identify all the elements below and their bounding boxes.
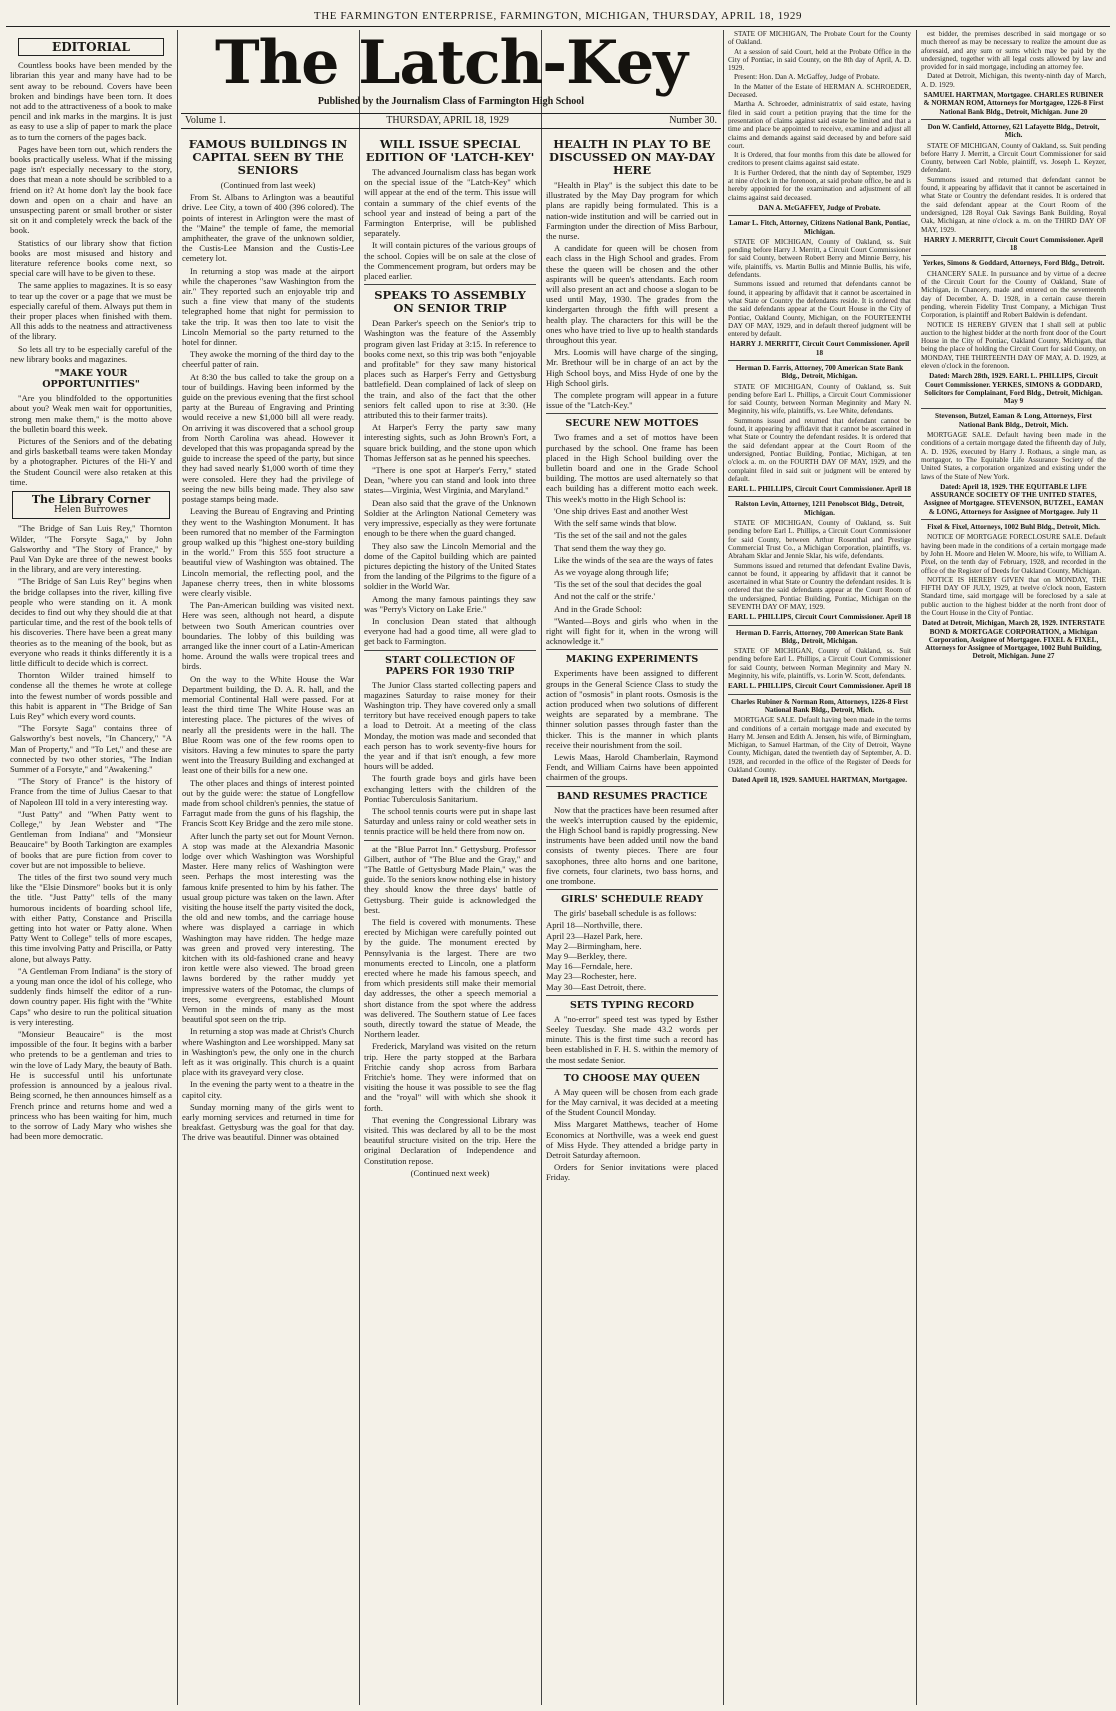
legal-paragraph: Present: Hon. Dan A. McGaffey, Judge of Probate.: [734, 73, 880, 82]
library-paragraph: "The Bridge of San Luis Rey" begins when the bridge collapses into the river, killing five people who were standing on it. A monk decides to find out why they should die at that particular time, and the rest of the book tells of his discoveries. There have been a great many theories as to the meaning of the book, but as everyone who reads it thinks differently it is a little difficult to decide which is correct.: [10, 576, 172, 668]
legal-paragraph: NOTICE IS HEREBY GIVEN that on MONDAY, THE FIFTH DAY OF JULY, 1929, at twelve o'clock noon, Eastern Standard time, said mortgage will be foreclosed by a sale at public auction to the highest bidder at the north front door of the Court House in the City of Pontiac.: [921, 575, 1106, 617]
typing-record-headline: SETS TYPING RECORD: [570, 999, 694, 1011]
famous-buildings-headline: FAMOUS BUILDINGS IN CAPITAL SEEN BY THE SENIORS: [188, 137, 348, 177]
legal-signature: Dated: April 18, 1929. THE EQUITABLE LIFE ASSURANCE SOCIETY OF THE UNITED STATES, Assignee of Mortgagee. STEVENSON, BUTZEL, EAMAN & LONG, Attorneys for Assignee of Mortgagee. July 11: [923, 482, 1104, 516]
article-paragraph: Dean also said that the grave of the Unknown Soldier at the Arlington National Cemetery was very impressive, especially as they were fortunate enough to be there when the guard changed.: [364, 497, 536, 539]
divider: [364, 650, 536, 651]
legal-paragraph: Dated at Detroit, Michigan, this twenty-ninth day of March, A. D. 1929.: [921, 72, 1106, 89]
legal-signature: Dated: March 28th, 1929. EARL L. PHILLIPS, Circuit Court Commissioner. YERKES, SIMONS & GODDARD, Solicitors for Complainant, Ford Bldg., Detroit, Michigan. May 9: [924, 372, 1103, 406]
masthead-publisher: Published by the Journalism Class of Farmington High School: [317, 96, 585, 107]
legal-paragraph: Martha A. Schroeder, administratrix of said estate, having filed in said court a petition praying that the time for the presentation of claims against said estate be limited and that a time and place be appointed to receive, examine and adjust all claims and demands against said deceased by and before said court.: [728, 100, 911, 150]
legal-attorney: Don W. Canfield, Attorney, 621 Lafayette Bldg., Detroit, Mich.: [927, 122, 1100, 140]
article-paragraph: A May queen will be chosen from each grade for the May carnival, it was decided at a meeting of the Student Council Monday.: [546, 1086, 718, 1118]
legal-attorney: Herman D. Farris, Attorney, 700 American State Bank Bldg., Detroit, Michigan.: [735, 363, 904, 381]
legal-signature: SAMUEL HARTMAN, Mortgagee. CHARLES RUBINER & NORMAN ROM, Attorneys for Mortgagee, 1226-8 First National Bank Bldg., Detroit, Michigan. June 20: [923, 91, 1104, 116]
motto-line: 'Tis the set of the soul that decides the goal: [554, 579, 702, 590]
article-paragraph: The advanced Journalism class has began work on the special issue of the "Latch-Key" which will appear at the end of the term. This issue will contain a summary of the chief events of the school year and instead of being a part of the Farmington Enterprise, will be published separately.: [364, 167, 536, 239]
legal-attorney: Herman D. Farris, Attorney, 700 American State Bank Bldg., Detroit, Michigan.: [735, 628, 904, 645]
legal-paragraph: STATE OF MICHIGAN, County of Oakland, ss. Suit pending before Earl L. Phillips, a Circuit Court Commissioner for said County, between Norman Meginnity and Mary N. Meginnity, his wife, plaintiffs, vs. Lorin W. Scott, defendants.: [728, 647, 911, 681]
library-paragraph: "The Forsyte Saga" contains three of Galsworthy's best novels, "In Chancery," "A Man of Property," and "To Let," and these are connected by two other stories, "The Indian Summer of a Forsyte," and "Awakening.": [10, 723, 172, 774]
divider: [921, 255, 1106, 256]
legal-paragraph: STATE OF MICHIGAN, County of Oakland, ss. Suit pending before Harry J. Merritt, a Circuit Court Commissioner for said County, between Carl Noble, plaintiff, vs. Joseph L. Keyzer, defendant.: [921, 141, 1106, 175]
legal-signature: EARL L. PHILLIPS, Circuit Court Commissioner. April 18: [728, 613, 911, 622]
schedule-item: May 9—Berkley, there.: [546, 951, 628, 961]
column-legal-notices-2: [921, 30, 1106, 1705]
library-corner-header: [12, 491, 170, 519]
schedule-item: April 18—Northville, there.: [546, 920, 643, 931]
article-paragraph: The fourth grade boys and girls have been exchanging letters with the children of the Pontiac Tuberculosis Sanitarium.: [364, 773, 536, 804]
library-paragraph: "The Story of France" is the history of France from the time of Julius Caesar to that of Napoleon III told in a very interesting way.: [10, 776, 172, 807]
article-paragraph: Experiments have been assigned to different groups in the General Science Class to study the action of "osmosis" in plant roots. Osmosis is the action produced when two solutions of different weights are separated by a membrane. The thinner solution passes through faster than the thicker. This is the manner in which plants receive their nourishment from the soil.: [546, 668, 718, 750]
article-paragraph: The Pan-American building was visited next. Here was seen, although not heard, a dispute between two South American countries over boundaries. The lobby of this building was arranged like the inner court of a Latin-American home. Around the walls were tropical trees and birds.: [182, 600, 354, 672]
article-paragraph: A candidate for queen will be chosen from each class in the High School and grades. From these the queen will be chosen and the other aspirants will be queen's attendants. Each room will also present an act and choose a slogan to be used until May, 1930. The grades from the kindergarten through the fifth will present a health play. The characters for this will be the ones who have tried to live up to health standards throughout this year.: [546, 243, 718, 346]
article-paragraph: Dean Parker's speech on the Senior's trip to Washington was the feature of the Assembly program given last Friday at 3:15. In reference to books come next, so this trip was both "enjoyable and profitable" for they saw many historical places such as Harper's Ferry and Gettysburg battlefield. Dean complained of lack of sleep on the train, and also of the fact that the other seniors felt called upon to rise at 3:30. (He attributed this to their farmer traits).: [364, 318, 536, 421]
library-paragraph: "Just Patty" and "When Patty went to College," by Jean Webster and "The Gentleman from Indiana" and "Monsieur Beaucaire" by Booth Tarkington are examples of books that are pure fiction from cover to cover but are not impossible to believe.: [10, 808, 172, 870]
divider: [546, 413, 718, 414]
legal-attorney: Charles Rubiner & Norman Rom, Attorneys, 1226-8 First National Bank Bldg., Detroit, Mich.: [731, 697, 908, 714]
schedule-item: May 23—Rochester, here.: [546, 971, 637, 982]
article-paragraph: Two frames and a set of mottos have been purchased by the school. One frame has been placed in the High School building over the bulletin board and one in the Grade School building. The mottos are used alternately so that each building has a different motto each week. This week's motto in the High School is:: [546, 432, 718, 504]
legal-paragraph: CHANCERY SALE. In pursuance and by virtue of a decree of the Circuit Court for the County of Oakland, State of Michigan, in Chancery, made and entered on the seventeenth day of December, A. D. 1928, in a certain cause therein pending, wherein Fidelity Trust Company, a Michigan Trust Corporation, is plaintiff and Robert Baldwin is defendant.: [921, 269, 1106, 320]
divider: [364, 284, 536, 285]
columns: [6, 30, 1110, 1705]
motto-line: With the self same winds that blow.: [554, 518, 677, 529]
schedule-item: May 2—Birmingham, here.: [546, 940, 642, 951]
divider: [728, 496, 911, 497]
legal-paragraph: It is Ordered, that four months from this date be allowed for creditors to present claims against said estate.: [728, 151, 911, 168]
legal-signature: DAN A. McGAFFEY, Judge of Probate.: [758, 203, 881, 212]
article-paragraph: Mrs. Loomis will have charge of the singing, Mr. Brethour will be in charge of an act by the High School boys, and Miss Hyde of one by the High School girls.: [546, 347, 718, 388]
motto-line: As we voyage along through life;: [554, 566, 669, 577]
column-rule: [359, 30, 360, 1705]
legal-paragraph: MORTGAGE SALE. Default having been made in the conditions of a certain mortgage dated the fifteenth day of July, A. D. 1926, executed by Harry J. Rothaus, a single man, as mortgagor, to The Equitable Life Assurance Society of the United States, a corporation organized and existing under the laws of the State of New York.: [921, 431, 1106, 481]
choose-queen-headline: TO CHOOSE MAY QUEEN: [563, 1072, 701, 1084]
legal-paragraph: est bidder, the premises described in said mortgage or so much thereof as may be necessary to realize the amount due as aforesaid, and any sum or sums which may be paid by the undersigned, together with all legal costs allowed by law and provided for in said mortgage, including an attorney fee.: [921, 30, 1106, 72]
divider: [546, 649, 718, 650]
editorial-paragraph: Pages have been torn out, which renders the books practically useless. What if the missing page isn't especially necessary to the story, does that mean a note should be scribbled to a friend on it? At home don't lay the book face down and open on a chair and have an unsuspecting parent or small brother or sister sit on it and completely wreck the back of the book.: [10, 143, 172, 236]
legal-paragraph: NOTICE OF MORTGAGE FORECLOSURE SALE. Default having been made in the conditions of a certain mortgage made by John H. Moore and Helen W. Moore, his wife, to William A. Pixel, on the tenth day of February, 1928, and recorded in the office of the Register of Deeds for Oakland County, Michigan.: [921, 533, 1106, 575]
article-paragraph: On the way to the White House the War Department building, the D. A. R. hall, and the memorial Continental Hall were passed. For at least the third time The White House was an interesting place. The pictures of the wives of nearly all the presidents were in the hall. The Blue Room was one of the few rooms open to visitors. Having a few minutes to spare the party went into the Treasury Building and exchanged at least one of their bills for a new one.: [182, 673, 354, 776]
legal-attorney: Ralston Levin, Attorney, 1211 Penobscot Bldg., Detroit, Michigan.: [735, 500, 904, 517]
editorial-paragraph: Countless books have been mended by the librarian this year and many have had to be sent away to be rebound. Covers have been broken and bindings have been torn. It does not add to the attractiveness of a book to make pencil and ink marks in the margins. It is just as easy to use a slip of paper to mark the place as to turn the corners of the pages back.: [10, 60, 172, 142]
editorial-paragraph: So lets all try to be especially careful of the new library books and magazines.: [10, 343, 172, 364]
issue-date: THURSDAY, APRIL 18, 1929: [386, 115, 509, 126]
article-paragraph: In conclusion Dean stated that although everyone had had a good time, all were glad to get back to Farmington.: [364, 615, 536, 647]
divider: [921, 408, 1106, 409]
article-paragraph: The Junior Class started collecting papers and magazines Saturday to raise money for their Washington trip. They have covered only a small territory but have received enough papers to take a load to Detroit. At a meeting of the class Monday, the motion was made and seconded that each person has to work seventy-five hours for the year and if that isn't enough, a few more hours will be added.: [364, 679, 536, 772]
divider: [728, 625, 911, 626]
running-head: THE FARMINGTON ENTERPRISE, FARMINGTON, MICHIGAN, THURSDAY, APRIL 18, 1929: [6, 6, 1110, 27]
legal-attorney: Fixel & Fixel, Attorneys, 1002 Buhl Bldg., Detroit, Mich.: [927, 523, 1100, 532]
divider: [546, 889, 718, 890]
article-paragraph: A "no-error" speed test was typed by Esther Seeley Tuesday. She made 43.2 words per minute. This is the first time such a record has been established in F. H. S. within the memory of the most sedate Senior.: [546, 1013, 718, 1065]
column-rule: [541, 30, 542, 1705]
column-rule: [916, 30, 917, 1705]
legal-paragraph: STATE OF MICHIGAN, County of Oakland, ss. Suit pending before Earl L. Phillips, a Circuit Court Commissioner for said County, between Arthur Rosenthal and Prestige Commercial Trust Co., a Michigan Corporation, plaintiffs, vs. Abraham Sklar and Jennie Sklar, his wife, defendants.: [728, 519, 911, 561]
legal-paragraph: In the Matter of the Estate of HERMAN A. SCHROEDER, Deceased.: [728, 82, 911, 100]
legal-signature: Dated April 18, 1929. SAMUEL HARTMAN, Mortgagee.: [731, 776, 908, 785]
legal-paragraph: Summons issued and returned that defendant cannot be found, it appearing by affidavit that it cannot be ascertained in what State or Country the defendant resides. It is ordered that the said defendant appear at the Court Room of the undersigned, 128 Royal Oak Savings Bank Building, Royal Oak, Michigan, at nine o'clock a. m. on the THIRD DAY OF MAY, 1929.: [921, 175, 1106, 234]
library-paragraph: "Monsieur Beaucaire" is the most impossible of the four. It begins with a barber who pretends to be a gentleman and tries to win the love of Lady Mary, the beauty of Bath. He is successful until his unfortunate profession is announced by a jealous rival. Being scorned, he then announces himself as a French prince and returns home and wed a princess who has been waiting for him, much to the sorrow of Lady Mary who wishes she had been more democratic.: [10, 1029, 172, 1142]
article-paragraph: Leaving the Bureau of Engraving and Printing they went to the Washington Monument. It has been rumored that no member of the Farmington group walked up this "highest one-story building in the world." From this 555 foot structure a beautiful view of Washington was obtained. The Lincoln memorial, the reflecting pool, and the Japanese cherry trees, then in white blossoms were clearly visible.: [182, 506, 354, 598]
opportunities-headline: "MAKE YOUR OPPORTUNITIES": [42, 368, 140, 391]
article-paragraph: Sunday morning many of the girls went to early morning services and returned in time for breakfast. Gettysburg was the goal for that day. The drive was beautiful. Dinner was obtained: [182, 1101, 354, 1143]
article-paragraph: They awoke the morning of the third day to the cheerful patter of rain.: [182, 349, 354, 370]
library-corner-byline: Helen Burrowes: [53, 505, 129, 516]
column-rule: [177, 30, 178, 1705]
article-paragraph: The complete program will appear in a future issue of the "Latch-Key.": [546, 390, 718, 411]
legal-attorney: Stevenson, Butzel, Eaman & Long, Attorneys, First National Bank Bldg., Detroit, Mich.: [935, 412, 1092, 429]
library-paragraph: The titles of the first two sound very much like the "Elsie Dinsmore" books but it is only the title. "Just Patty" tells of the many humorous incidents of boarding school life, with either Patty, Constance and Priscilla getting into hot water or Patty alone. When Patty Went to College" tells of more escapes, this time involving Patty and Priscilla, or Patty alone, but always Patty.: [10, 872, 172, 964]
legal-signature: HARRY J. MERRITT, Circuit Court Commissioner. April 18: [923, 235, 1104, 253]
article-paragraph: That evening the Congressional Library was visited. This was declared by all to be the most beautiful structure visited on the trip. Here the original Declaration of Independence and Constitution repose.: [364, 1114, 536, 1166]
legal-paragraph: Summons issued and returned that defendant cannot be found, it appearing by affidavit that it cannot be ascertained in what State or Country the defendant resides. It is ordered that the said defendant appear at the Court Room of the undersigned, Pontiac Building, Pontiac, Michigan, at ten o'clock a. m. on the FOURTH DAY OF MAY, 1929, and the complaint filed in said suit or judgment will be entered by default.: [728, 416, 911, 483]
article-paragraph: The field is covered with monuments. These erected by Michigan were carefully pointed out by the guide. The monument erected by Pennsylvania is the largest. There are two monuments erected to Lincoln, one a platform erected where he made his famous speech, and from which presidents still make their memorial day addresses, the other a speech memorial a short distance from the spot where the address was delivered. The Southern statue of Lee faces south, directly toward the statue of Meade, the Northern leader.: [364, 917, 536, 1040]
column-events: [546, 30, 718, 1705]
legal-paragraph: MORTGAGE SALE. Default having been made in the terms and conditions of a certain mortgage made and executed by Harry M. Jensen and Edith A. Jensen, his wife, of Birmingham, Michigan, to Samuel Hartman, of the City of Detroit, Wayne County, Michigan, dated the twentieth day of September, A. D. 1928, and recorded in the office of the Register of Deeds for Oakland County.: [728, 716, 911, 775]
column-school-news: [364, 134, 536, 1705]
library-paragraph: "A Gentleman From Indiana" is the story of a young man once the idol of his college, who suddenly finds himself the editor of a run-down country paper. His fight with the "White Caps" who desire to run the political situation is very interesting.: [10, 965, 172, 1027]
divider: [546, 995, 718, 996]
column-famous-buildings: [182, 134, 354, 1705]
article-paragraph: At 8:30 the bus called to take the group on a tour of buildings. Having been informed by the guide on the previous evening that the first school party at the Bureau of Engraving and Printing would receive a new $1,000 bill all were ready. On arriving it was discovered that a school group from North Carolina was ahead. However it developed that this was propaganda spread by the guide to increase the speed of the party, but since they had saved nearly $1,000 worth of time they were consoled. Here they had the privilege of seeing the new bills being made. They also saw postage stamps being made.: [182, 371, 354, 505]
legal-paragraph: Summons issued and returned that defendants cannot be found, it appearing by affidavit that it cannot be ascertained in what State or Country the defendants reside. It is ordered that the said defendants appear at the Court House in the City of Pontiac, Oakland County, Michigan, on the FOURTEENTH DAY OF MAY, 1929, and in default thereof judgment will be entered by default.: [728, 280, 911, 339]
divider: [728, 215, 911, 216]
article-paragraph: "Health in Play" is the subject this date to be illustrated by the May Day program for which plans are rapidly being formulated. This is a nation-wide institution and will be carried out in Farmington under the direction of Miss Barbour, the nurse.: [546, 180, 718, 242]
legal-paragraph: STATE OF MICHIGAN, County of Oakland, ss. Suit pending before Earl L. Phillips, a Circuit Court Commissioner for said County, between Norman Meginnity and Mary N. Meginnity, his wife, plaintiffs, vs. Lee White, defendants.: [728, 382, 911, 416]
schedule-list: [546, 920, 718, 991]
legal-paragraph: It is Further Ordered, that the ninth day of September, 1929 at nine o'clock in the forenoon, at said probate office, be and is hereby appointed for the examination and adjustment of all claims against said deceased.: [728, 168, 911, 202]
editorial-paragraph: "Are you blindfolded to the opportunities about you? Weak men wait for opportunities, strong men make them," is the motto above the bulletin board this week.: [10, 393, 172, 434]
legal-signature: HARRY J. MERRITT, Circuit Court Commissioner. April 18: [729, 340, 910, 357]
will-issue-headline: WILL ISSUE SPECIAL EDITION OF 'LATCH-KEY': [365, 137, 535, 164]
band-resumes-headline: BAND RESUMES PRACTICE: [556, 790, 708, 802]
column-rule: [723, 30, 724, 1705]
legal-signature: EARL L. PHILLIPS, Circuit Court Commissioner. April 18: [728, 485, 911, 494]
article-paragraph: In the evening the party went to a theatre in the capitol city.: [182, 1079, 354, 1100]
speaks-assembly-headline: SPEAKS TO ASSEMBLY ON SENIOR TRIP: [374, 288, 526, 316]
legal-paragraph: STATE OF MICHIGAN, The Probate Court for the County of Oakland.: [728, 30, 911, 47]
start-collection-headline: START COLLECTION OF PAPERS FOR 1930 TRIP: [385, 654, 515, 677]
article-paragraph: After lunch the party set out for Mount Vernon. A stop was made at the Alexandria Masonic lodge over which Washington was Worshipful Master. Here many relics of Washington were seen. Perhaps the most interesting was the famous knife presented to him by his father. The usual group picture was taken on the lawn. After visiting the house itself the party visited the dock, the old and new tombs, and the carriage house where was displayed a carriage in which Washington may have ridden. The hedge maze was green and proved very interesting. The kitchen with its old-fashioned crane and heavy iron kettle were also viewed. The broad green lawns bordered by the rather muddy yet impressive waters of the Potomac, the clumps of trees, some evergreens, established Mount Vernon in the minds of many as the most beautiful spot seen on the trip.: [182, 830, 354, 1025]
article-paragraph: "Wanted—Boys and girls who when in the right will fight for it, when in the wrong will acknowledge it.": [546, 615, 718, 647]
article-paragraph: The school tennis courts were put in shape last Saturday and unless rainy or cold weather sets in tennis practice will be held there from now on.: [364, 805, 536, 837]
article-paragraph: Miss Margaret Matthews, teacher of Home Economics at Northville, was a week end guest of Miss Hyde. They attended a bridge party in Detroit Saturday afternoon.: [546, 1119, 718, 1161]
divider: [921, 119, 1106, 120]
legal-signature: EARL L. PHILLIPS, Circuit Court Commissioner. April 18: [728, 682, 911, 691]
editorial-paragraph: Statistics of our library show that fiction books are most misused and history and literature reference books come next, so special care will have to be given to these.: [10, 237, 172, 279]
library-corner-title: The Library Corner: [31, 492, 151, 506]
legal-paragraph: At a session of said Court, held at the Probate Office in the City of Pontiac, in said County, on the 8th day of April, A. D. 1929.: [728, 47, 911, 73]
editorial-paragraph: The same applies to magazines. It is so easy to tear up the cover or a page that we must be especially careful of them. Always put them in their proper places when finished with them. All this adds to the neatness and attractiveness of the library.: [10, 280, 172, 342]
schedule-item: May 30—East Detroit, there.: [546, 981, 646, 992]
article-paragraph: "There is one spot at Harper's Ferry," stated Dean, "where you can stand and look into three states—Virginia, West Virginia, and Maryland.": [364, 465, 536, 496]
schedule-item: May 16—Ferndale, here.: [546, 961, 633, 972]
secure-mottoes-headline: SECURE NEW MOTTOES: [565, 418, 699, 430]
article-paragraph: Orders for Senior invitations were placed Friday.: [546, 1162, 718, 1183]
article-paragraph: Among the many famous paintings they saw was "Perry's Victory on Lake Erie.": [364, 593, 536, 614]
masthead-title: The Latch-Key: [214, 28, 688, 98]
legal-attorney: Yerkes, Simons & Goddard, Attorneys, Ford Bldg., Detroit.: [922, 259, 1105, 268]
article-paragraph: In returning a stop was made at Christ's Church where Washington and Lee worshipped. Many sat in Washington's pew, the only one in the church left as it was originally. This church is a quaint place with its graveyard very close.: [182, 1026, 354, 1078]
article-paragraph: Now that the practices have been resumed after the week's interruption caused by the epidemic, the High School band is rapidly progressing. New instruments have been added until now the band consists of twenty pieces. There are four saxophones, three alto horns and one baritone, five cornets, four clarinets, two bass horns, and one trombone.: [546, 804, 718, 886]
article-paragraph: at the "Blue Parrot Inn." Gettysburg. Professor Gilbert, author of "The Blue and the Gray," and "The Battle of Gettysburg Made Plain," was the guide. To the seniors know nothing else in history they should know the three days' battle of Gettysburg. Their guide is acknowledged the best.: [364, 843, 536, 915]
girls-schedule-headline: GIRLS' SCHEDULE READY: [560, 894, 704, 906]
editorial-box: EDITORIAL: [18, 38, 164, 56]
legal-paragraph: NOTICE IS HEREBY GIVEN that I shall sell at public auction to the highest bidder at the north front door of the Court House in the City of Pontiac, Oakland County, Michigan, that being the place of holding the Circuit Court for said County, on MONDAY, THE THIRTEENTH DAY OF MAY, A. D. 1929, at eleven o'clock in the forenoon.: [921, 320, 1106, 370]
article-paragraph: It will contain pictures of the various groups of the school. Copies will be on sale at the close of the Commencement program, but orders may be placed earlier.: [364, 240, 536, 282]
volume-label: Volume 1.: [185, 115, 226, 126]
legal-attorney: Lamar L. Fitch, Attorney, Citizens National Bank, Pontiac, Michigan.: [729, 219, 910, 236]
issue-number: Number 30.: [669, 115, 717, 126]
article-paragraph: At Harper's Ferry the party saw many interesting sights, such as John Brown's Fort, a square brick building, and the stone upon which Thomas Jefferson sat as he penned his speeches.: [364, 422, 536, 463]
article-paragraph: (Continued from last week): [220, 180, 316, 190]
schedule-item: April 23—Hazel Park, here.: [546, 930, 643, 941]
motto-line: Like the winds of the sea are the ways of fates: [554, 554, 713, 565]
library-paragraph: Thornton Wilder trained himself to condense all the themes he wrote at college into the fewest number of words possible and this habit is apparent in "The Bridge of San Luis Rey" which every word counts.: [10, 670, 172, 721]
column-editorial: [10, 30, 172, 1705]
motto-line: That send them the way they go.: [554, 542, 666, 553]
motto-line: And not the calf or the strife.': [554, 591, 656, 602]
article-paragraph: From St. Albans to Arlington was a beautiful drive. Lee City, a town of 400 (396 colored). The points of interest in Arlington were the mast of the "Maine" the temple of fame, the memorial amphitheater, the grave of the unknown soldier, the Custis-Lee Mansion and the Custis-Lee cemetery lot.: [182, 192, 354, 264]
health-in-play-headline: HEALTH IN PLAY TO BE DISCUSSED ON MAY-DAY HERE: [549, 137, 715, 177]
article-paragraph: They also saw the Lincoln Memorial and the dome of the Capitol building which are painted pictures depicting the history of the United States from the landing of the Pilgrims to the figure of a soldier in the World War.: [364, 540, 536, 592]
divider: [546, 1068, 718, 1069]
library-paragraph: "The Bridge of San Luis Rey," Thornton Wilder, "The Forsyte Saga," by John Galsworthy and "The Story of France," by Paul Van Dyke are three of the newest books in the library, and are very interesting.: [10, 523, 172, 575]
legal-signature: Dated at Detroit, Michigan, March 28, 1929. INTERSTATE BOND & MORTGAGE CORPORATION, a Michigan Corporation, Assignee of Mortgagee. FIXEL & FIXEL, Attorneys for Assignee of Mortgagee, 1002 Buhl Building, Detroit, Michigan. June 27: [922, 619, 1105, 661]
divider: [921, 519, 1106, 520]
article-paragraph: And in the Grade School:: [554, 603, 642, 614]
divider: [364, 840, 536, 841]
article-paragraph: Lewis Maas, Harold Chamberlain, Raymond Fendt, and William Cairns have been appointed chairmen of the groups.: [546, 751, 718, 783]
legal-paragraph: STATE OF MICHIGAN, County of Oakland, ss. Suit pending before Harry J. Merritt, a Circuit Court Commissioner for said County, between Robert Berry and Minnie Berry, his wife, plaintiffs, vs. Martin Bullis and Minnie Bullis, his wife, defendants.: [728, 237, 911, 280]
divider: [728, 694, 911, 695]
column-legal-notices: [728, 30, 911, 1705]
legal-paragraph: Summons issued and returned that defendant Evaline Davis, cannot be found, it appearing by affidavit that it cannot be ascertained in what State or Country the defendant resides. It is ordered that the said defendants appear at the Court Room of the undersigned, Pontiac Building, Pontiac, Michigan on the SEVENTH DAY OF MAY, 1929.: [728, 561, 911, 611]
article-paragraph: (Continued next week): [410, 1167, 490, 1178]
editorial-paragraph: Pictures of the Seniors and of the debating and girls basketball teams were taken Monday by a photographer. Pictures of the Hi-Y and the Student Council were also retaken at this time.: [10, 435, 172, 487]
divider: [728, 360, 911, 361]
motto-line: 'One ship drives East and another West: [554, 505, 688, 516]
article-paragraph: Frederick, Maryland was visited on the return trip. Here the party stopped at the Barbara Fritchie candy shop across from Barbara Fritchie's home. They were informed that on visiting the house it was possible to see the flag and the "royal" will with which she shook it forth.: [364, 1041, 536, 1113]
article-paragraph: The other places and things of interest pointed out by the guide were: the statue of Longfellow made from school children's pennies, the statue of Farragut made from the guns of his flagship, the Francis Scott Key Bridge and the zero mile stone.: [182, 777, 354, 829]
article-paragraph: The girls' baseball schedule is as follows:: [554, 908, 697, 919]
divider: [546, 786, 718, 787]
article-paragraph: In returning a stop was made at the airport while the chaperones "saw Washington from the air." They reported such an enjoyable trip and such a fine view that many of the students telegraphed home that night for permission to take the trip. It was then too late to visit the Lincoln Memorial so the party returned to the hotel for dinner.: [182, 265, 354, 348]
newspaper-page: [6, 6, 1110, 1705]
making-experiments-headline: MAKING EXPERIMENTS: [565, 654, 699, 666]
motto-line: 'Tis the set of the sail and not the gales: [554, 530, 687, 541]
masthead-spacer: [546, 30, 718, 134]
